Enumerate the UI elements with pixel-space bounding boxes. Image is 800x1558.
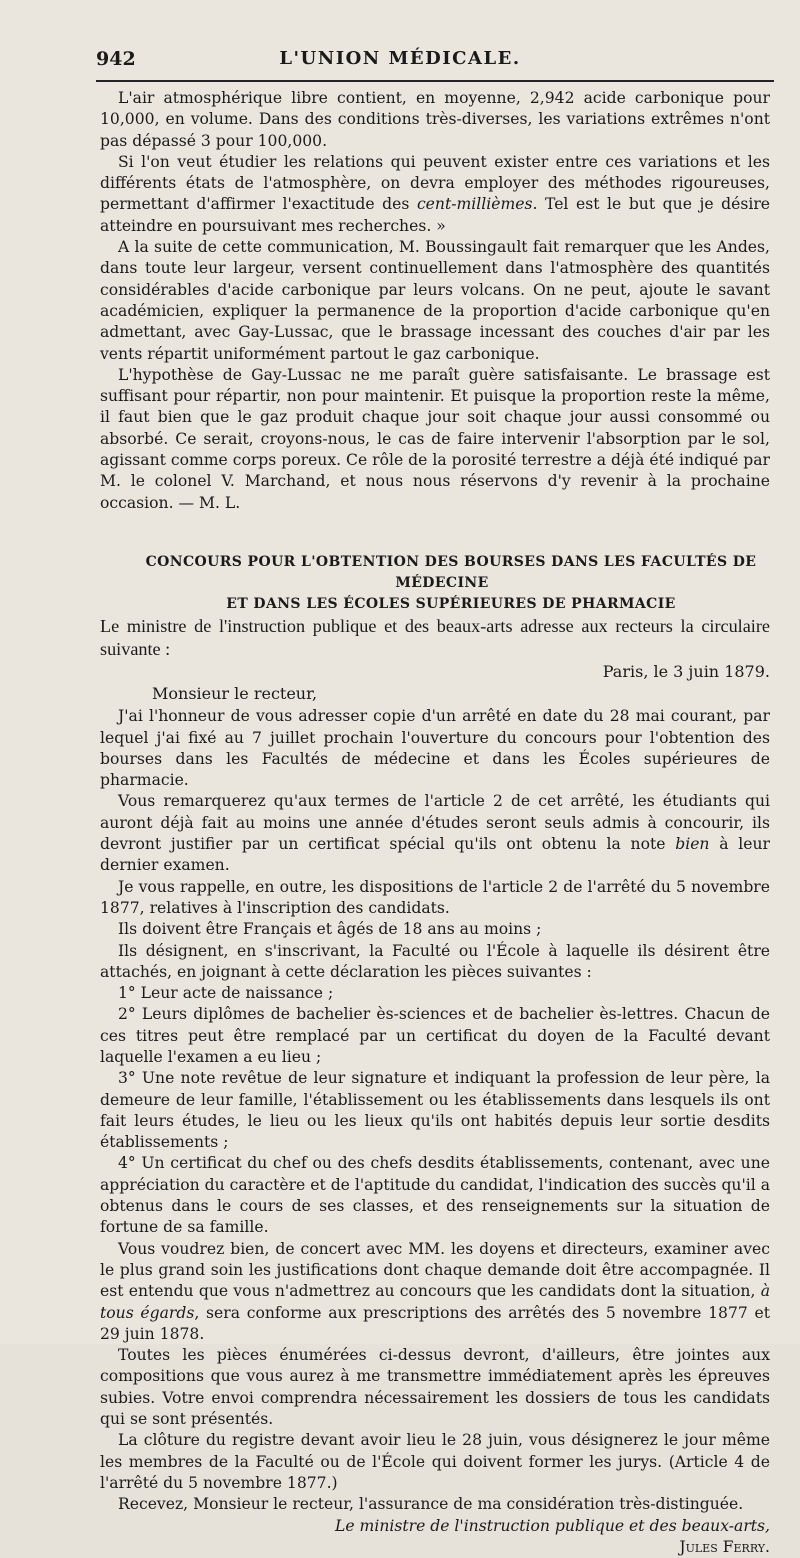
paragraph: J'ai l'honneur de vous adresser copie d'un arrêté en date du 28 mai courant, par lequel j'ai fixé au 7 juillet prochain l'ouverture du concours pour l'obtention des bourses dans les Facultés de médecine et dans les Écoles supérieures de pharmacie. — [100, 707, 770, 790]
header-rule — [96, 80, 774, 82]
paragraph: A la suite de cette communication, M. Boussingault fait remarquer que les Andes, dans toute leur largeur, versent continuellement dans l'atmosphère des quantités considérables d'acide carbonique par leurs volcans. On ne peut, ajoute le savant académicien, expliquer la permanence de la proportion d'acide carbonique qu'en admettant, avec Gay-Lussac, que le brassage incessant des couches d'air par les vents répartit uniformément partout le gaz carbonique. — [100, 238, 770, 363]
article-body — [100, 88, 770, 1558]
paragraph: Vous remarquerez qu'aux termes de l'article 2 de cet arrêté, les étudiants qui auront déjà fait au moins une année d'études seront seuls admis à concourir, ils devront justifier par un certificat spécial qu'ils ont obtenu la note bien à leur dernier examen. — [100, 792, 770, 875]
paragraph: Si l'on veut étudier les relations qui peuvent exister entre ces variations et les différents états de l'atmosphère, on devra employer des méthodes rigoureuses, permettant d'affirmer l'exactitude des cent-millièmes. Tel est le but que je désire atteindre en poursuivant mes recherches. » — [100, 152, 771, 235]
paragraph: Je vous rappelle, en outre, les dispositions de l'article 2 de l'arrêté du 5 novembre 1877, relatives à l'inscription des candidats. — [100, 877, 770, 917]
section-title-line1: CONCOURS POUR L'OBTENTION DES BOURSES DANS LES FACULTÉS DE MÉDECINE — [145, 553, 757, 591]
paragraph: Toutes les pièces énumérées ci-dessus devront, d'ailleurs, être jointes aux compositions que vous aurez à me transmettre immédiatement après les épreuves subies. Votre envoi comprendra nécessairement les dossiers de tous les candidats qui se sont présentés. — [100, 1346, 770, 1429]
paragraph: L'hypothèse de Gay-Lussac ne me paraît guère satisfaisante. Le brassage est suffisant pour répartir, non pour maintenir. Et puisque la proportion reste la même, il faut bien que le gaz produit chaque jour soit chaque jour aussi consommé ou absorbé. Ce serait, croyons-nous, le cas de faire intervenir l'absorption par le sol, agissant comme corps poreux. Ce rôle de la porosité terrestre a déjà été indiqué par M. le colonel V. Marchand, et nous nous réservons d'y revenir à la prochaine occasion. — M. L. — [100, 365, 770, 512]
paragraph: L'air atmosphérique libre contient, en moyenne, 2,942 acide carbonique pour 10,000, en volume. Dans des conditions très-diverses, les variations extrêmes n'ont pas dépassé 3 pour 100,000. — [100, 89, 770, 150]
signature-title: Le ministre de l'instruction publique et des beaux-arts, — [335, 1516, 770, 1535]
paragraph: Recevez, Monsieur le recteur, l'assurance de ma considération très-distinguée. — [118, 1495, 744, 1514]
section-separator — [100, 520, 770, 544]
paragraph: 1° Leur acte de naissance ; — [118, 984, 334, 1003]
paragraph: 3° Une note revêtue de leur signature et indiquant la profession de leur père, la demeure de leur famille, l'établissement ou les établissements dans lesquels ils ont fait leurs études, le lieu ou les lieux qu'ils ont habités depuis leur sortie desdits établissements ; — [100, 1069, 770, 1152]
paragraph: La clôture du registre devant avoir lieu le 28 juin, vous désignerez le jour même les membres de la Faculté ou de l'École qui doivent former les jurys. (Article 4 de l'arrêté du 5 novembre 1877.) — [100, 1431, 770, 1492]
running-title: L'UNION MÉDICALE. — [279, 48, 521, 69]
page-number: 942 — [96, 48, 136, 70]
section-title-line2: ET DANS LES ÉCOLES SUPÉRIEURES DE PHARMACIE — [226, 595, 676, 612]
page-header — [0, 48, 800, 78]
paragraph: Ils doivent être Français et âgés de 18 ans au moins ; — [118, 920, 542, 939]
paragraph: 4° Un certificat du chef ou des chefs desdits établissements, contenant, avec une appréciation du caractère et de l'aptitude du candidat, l'indication des succès qu'il a obtenus dans le cours de ses classes, et des renseignements sur la situation de fortune de sa famille. — [100, 1154, 770, 1237]
paragraph: Ils désignent, en s'inscrivant, la Faculté ou l'École à laquelle ils désirent être attachés, en joignant à cette déclaration les pièces suivantes : — [100, 941, 770, 981]
paragraph: 2° Leurs diplômes de bachelier ès-sciences et de bachelier ès-lettres. Chacun de ces titres peut être remplacé par un certificat du doyen de la Faculté devant laquelle l'examen a eu lieu ; — [100, 1005, 770, 1066]
lead-paragraph: Le ministre de l'instruction publique et des beaux-arts adresse aux recteurs la circulaire suivante : — [100, 615, 770, 659]
salutation: Monsieur le recteur, — [152, 684, 318, 704]
paragraph: Vous voudrez bien, de concert avec MM. les doyens et directeurs, examiner avec le plus grand soin les justifications dont chaque demande doit être accompagnée. Il est entendu que vous n'admettrez au concours que les candidats dont la situation, à tous égards, sera conforme aux prescriptions des arrêtés des 5 novembre 1877 et 29 juin 1878. — [100, 1239, 771, 1343]
signature-name: Jules Ferry. — [679, 1537, 770, 1556]
dateline: Paris, le 3 juin 1879. — [602, 661, 770, 681]
